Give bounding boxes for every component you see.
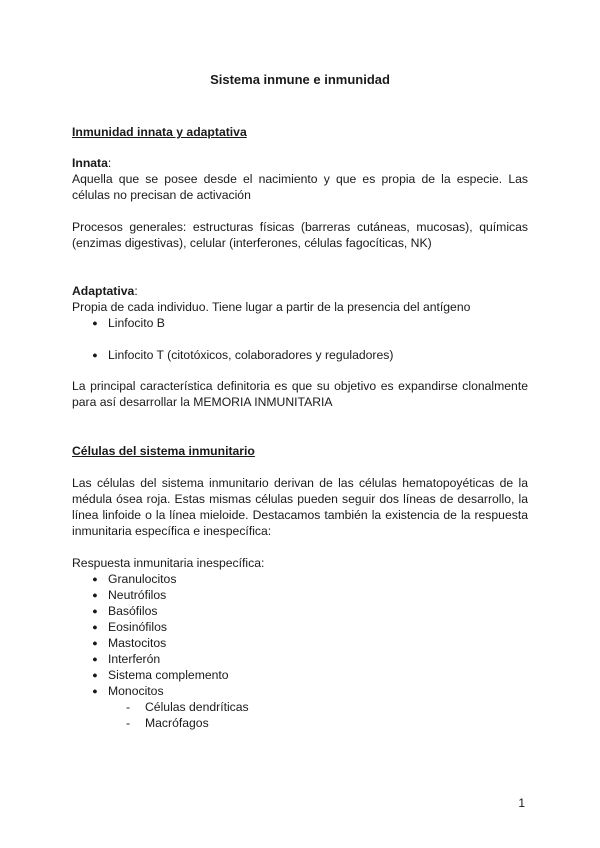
- innata-desc-line-2: células no precisan de activación: [72, 188, 251, 202]
- innata-label: Innata: [72, 156, 108, 170]
- list-item-text: Neutrófilos: [108, 588, 167, 602]
- list-item-text: Basófilos: [108, 604, 158, 618]
- bullet-icon: ●: [92, 654, 98, 664]
- bullet-icon: ●: [92, 350, 98, 360]
- list-item-text: Sistema complemento: [108, 668, 229, 682]
- innata-label-line: [72, 155, 111, 171]
- celulas-intro: [72, 475, 528, 539]
- list-item-text: Interferón: [108, 652, 161, 666]
- sub-list-item-text: Macrófagos: [145, 716, 209, 730]
- bullet-icon: ●: [92, 670, 98, 680]
- dash-marker: -: [126, 700, 131, 714]
- list-item-text: Linfocito B: [108, 316, 165, 330]
- adaptativa-description: Propia de cada individuo. Tiene lugar a partir de la presencia del antígeno: [72, 300, 471, 314]
- bullet-icon: ●: [92, 686, 98, 696]
- bullet-icon: ●: [92, 318, 98, 328]
- summary-line-1: La principal característica definitoria es que su objetivo es expandirse clonalmente: [72, 379, 528, 393]
- page-number: 1: [518, 796, 525, 810]
- page-title: Sistema inmune e inmunidad: [210, 72, 390, 87]
- intro-line-3: línea linfoide o la línea mieloide. Destacamos también la existencia de la respuesta: [72, 508, 528, 522]
- innata-description: [72, 171, 528, 203]
- intro-line-1: Las células del sistema inmunitario derivan de las células hematopoyéticas de la: [72, 476, 528, 490]
- adaptativa-colon: :: [134, 284, 138, 298]
- intro-line-2: médula ósea roja. Estas mismas células pueden seguir dos líneas de desarrollo, la: [72, 492, 528, 506]
- list-item-text: Mastocitos: [108, 636, 167, 650]
- procesos-line-1: Procesos generales: estructuras físicas (barreras cutáneas, mucosas), químicas: [72, 220, 528, 234]
- dash-marker: -: [126, 716, 131, 730]
- adaptativa-label-line: [72, 283, 138, 299]
- bullet-icon: ●: [92, 622, 98, 632]
- list-item-text: Linfocito T (citotóxicos, colaboradores y reguladores): [108, 348, 394, 362]
- adaptativa-summary: [72, 378, 528, 410]
- procesos-line-2: (enzimas digestivas), celular (interferones, células fagocíticas, NK): [72, 236, 432, 250]
- list-title: Respuesta inmunitaria inespecífica:: [72, 556, 265, 570]
- intro-line-4: inmunitaria específica e inespecífica:: [72, 524, 272, 538]
- bullet-icon: ●: [92, 590, 98, 600]
- summary-line-2: para así desarrollar la MEMORIA INMUNITARIA: [72, 395, 333, 409]
- procesos-generales: [72, 219, 528, 251]
- list-item-text: Eosinófilos: [108, 620, 167, 634]
- list-item-text: Monocitos: [108, 684, 164, 698]
- bullet-icon: ●: [92, 638, 98, 648]
- adaptativa-label: Adaptativa: [72, 284, 135, 298]
- bullet-icon: ●: [92, 574, 98, 584]
- innata-desc-line-1: Aquella que se posee desde el nacimiento y que es propia de la especie. Las: [72, 172, 528, 186]
- section-heading-celulas: Células del sistema inmunitario: [72, 444, 255, 458]
- list-item-text: Granulocitos: [108, 572, 177, 586]
- innata-colon: :: [107, 156, 112, 170]
- bullet-icon: ●: [92, 606, 98, 616]
- sub-list-item-text: Células dendríticas: [145, 700, 249, 714]
- section-heading-inmunidad: Inmunidad innata y adaptativa: [72, 125, 247, 139]
